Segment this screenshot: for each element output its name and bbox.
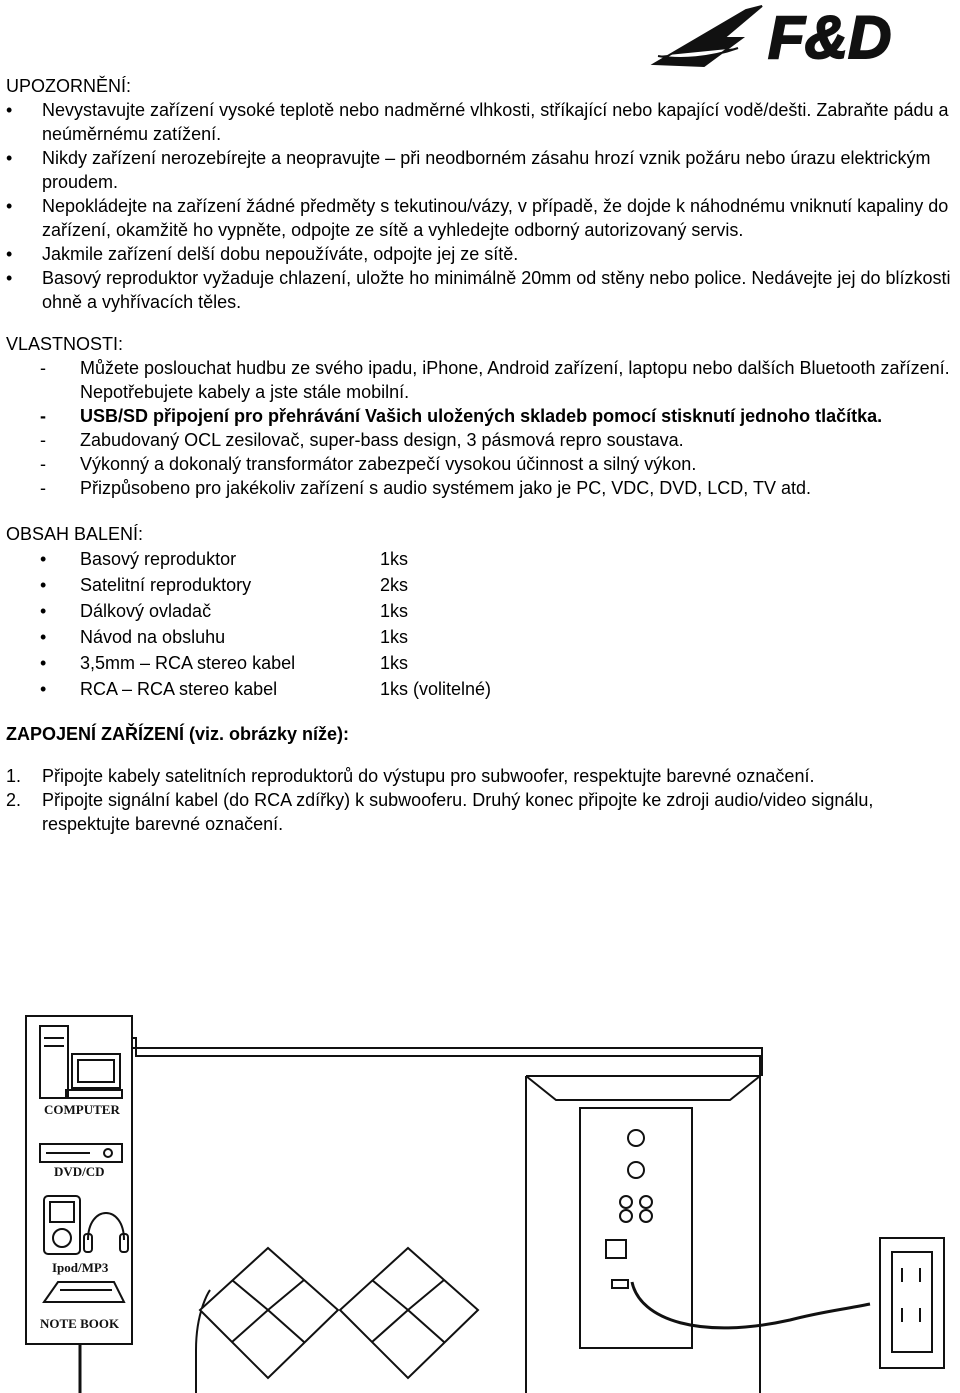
bullet-icon: • [40,679,47,699]
connection-diagram [0,990,960,1393]
brand-logo [650,2,956,68]
package-title: OBSAH BALENÍ: [6,524,144,544]
label-computer: COMPUTER [44,1102,120,1117]
list-item [6,98,958,146]
package-item-qty: 1ks [380,601,409,621]
bullet-icon: • [40,601,47,621]
step-text: Připojte signální kabel (do RCA zdířky) k subwooferu. Druhý konec připojte ke zdroji audio/video signálu, respektujte barevné označení. [42,790,874,834]
feature-text: Můžete poslouchat hudbu ze svého ipadu, iPhone, Android zařízení, laptopu nebo dalších Bluetooth zařízení. Nepotřebujete kabely a jste stále mobilní. [80,358,950,402]
package-item-name: 3,5mm – RCA stereo kabel [80,653,296,673]
features-title: VLASTNOSTI: [6,334,124,354]
warnings-list [6,98,958,314]
list-item [6,428,958,452]
bullet-icon: • [40,653,47,673]
warnings-section [6,74,958,314]
brand-logo-text: F&D [768,4,892,68]
list-item [6,764,958,788]
wall-outlet-icon [880,1238,944,1368]
list-item [6,572,958,598]
label-ipod: Ipod/MP3 [52,1260,109,1275]
connection-steps [6,764,958,836]
package-item-name: Návod na obsluhu [80,627,226,647]
list-item [6,266,958,314]
package-item-name: Dálkový ovladač [80,601,212,621]
package-item-qty: 1ks [380,627,409,647]
label-dvd: DVD/CD [54,1164,105,1179]
list-item [6,624,958,650]
notebook-icon [44,1282,124,1302]
package-section [6,522,958,702]
warning-text: Nikdy zařízení nerozebírejte a neopravujte – při neodborném zásahu hrozí vznik požáru nebo úrazu elektrickým proudem. [42,148,931,192]
bullet-icon: • [40,627,47,647]
list-item [6,404,958,428]
bullet-icon: • [6,268,13,288]
package-item-qty: 1ks [380,549,409,569]
list-item [6,356,958,404]
package-item-name: Satelitní reproduktory [80,575,252,595]
brand-swoosh-icon [654,6,762,66]
feature-text: USB/SD připojení pro přehrávání Vašich uložených skladeb pomocí stisknutí jednoho tlačítka. [80,406,883,426]
subwoofer-icon [526,1076,760,1393]
bullet-icon: • [6,148,13,168]
list-item [6,788,958,836]
package-item-name: RCA – RCA stereo kabel [80,679,278,699]
dvd-player-icon [40,1144,122,1162]
manual-content [6,74,958,836]
list-item [6,146,958,194]
warning-text: Nevystavujte zařízení vysoké teplotě nebo nadměrné vlhkosti, stříkající nebo kapající vodě/dešti. Zabraňte pádu a neúměrnému zatížení. [42,100,949,144]
subwoofer-back-panel [580,1108,692,1348]
dash-bullet: - [40,430,46,450]
feature-text: Zabudovaný OCL zesilovač, super-bass design, 3 pásmová repro soustava. [80,430,684,450]
connection-title: ZAPOJENÍ ZAŘÍZENÍ (viz. obrázky níže): [6,724,350,744]
connection-section [6,722,958,836]
package-item-qty: 1ks (volitelné) [380,679,492,699]
package-item-qty: 1ks [380,653,409,673]
features-section [6,332,958,500]
package-list [6,546,958,702]
left-satellite-speaker-icon [200,1248,338,1378]
bullet-icon: • [40,575,47,595]
warning-text: Jakmile zařízení delší dobu nepoužíváte, odpojte jej ze sítě. [42,244,519,264]
bullet-icon: • [6,196,13,216]
list-item [6,476,958,500]
right-satellite-speaker-icon [340,1248,478,1378]
step-number: 1. [6,766,22,786]
label-notebook: NOTE BOOK [40,1316,120,1331]
dash-bullet: - [40,358,46,378]
list-item [6,650,958,676]
list-item [6,242,958,266]
bullet-icon: • [40,549,47,569]
warning-text: Nepokládejte na zařízení žádné předměty s tekutinou/vázy, v případě, že dojde k náhodnému vniknutí kapaliny do zařízení, okamžitě ho vypněte, odpojte ze sítě a vyhledejte odborný autorizovaný servis. [42,196,949,240]
warnings-title: UPOZORNĚNÍ: [6,76,132,96]
feature-text: Přizpůsobeno pro jakékoliv zařízení s audio systémem jako je PC, VDC, DVD, LCD, TV atd. [80,478,811,498]
feature-text: Výkonný a dokonalý transformátor zabezpečí vysokou účinnost a silný výkon. [80,454,697,474]
step-number: 2. [6,790,22,810]
package-item-name: Basový reproduktor [80,549,237,569]
bullet-icon: • [6,100,13,120]
step-text: Připojte kabely satelitních reproduktorů do výstupu pro subwoofer, respektujte barevné označení. [42,766,815,786]
top-cable [132,1038,760,1076]
ipod-icon [44,1196,80,1254]
bullet-icon: • [6,244,13,264]
features-list [6,356,958,500]
top-cable-2 [132,1046,762,1076]
list-item [6,598,958,624]
list-item [6,452,958,476]
dash-bullet: - [40,406,46,426]
list-item [6,676,958,702]
dash-bullet: - [40,454,46,474]
list-item [6,194,958,242]
dash-bullet: - [40,478,46,498]
warning-text: Basový reproduktor vyžaduje chlazení, uložte ho minimálně 20mm od stěny nebo police. Nedávejte jej do blízkosti ohně a vyhřívacích těles. [42,268,951,312]
package-item-qty: 2ks [380,575,409,595]
list-item [6,546,958,572]
